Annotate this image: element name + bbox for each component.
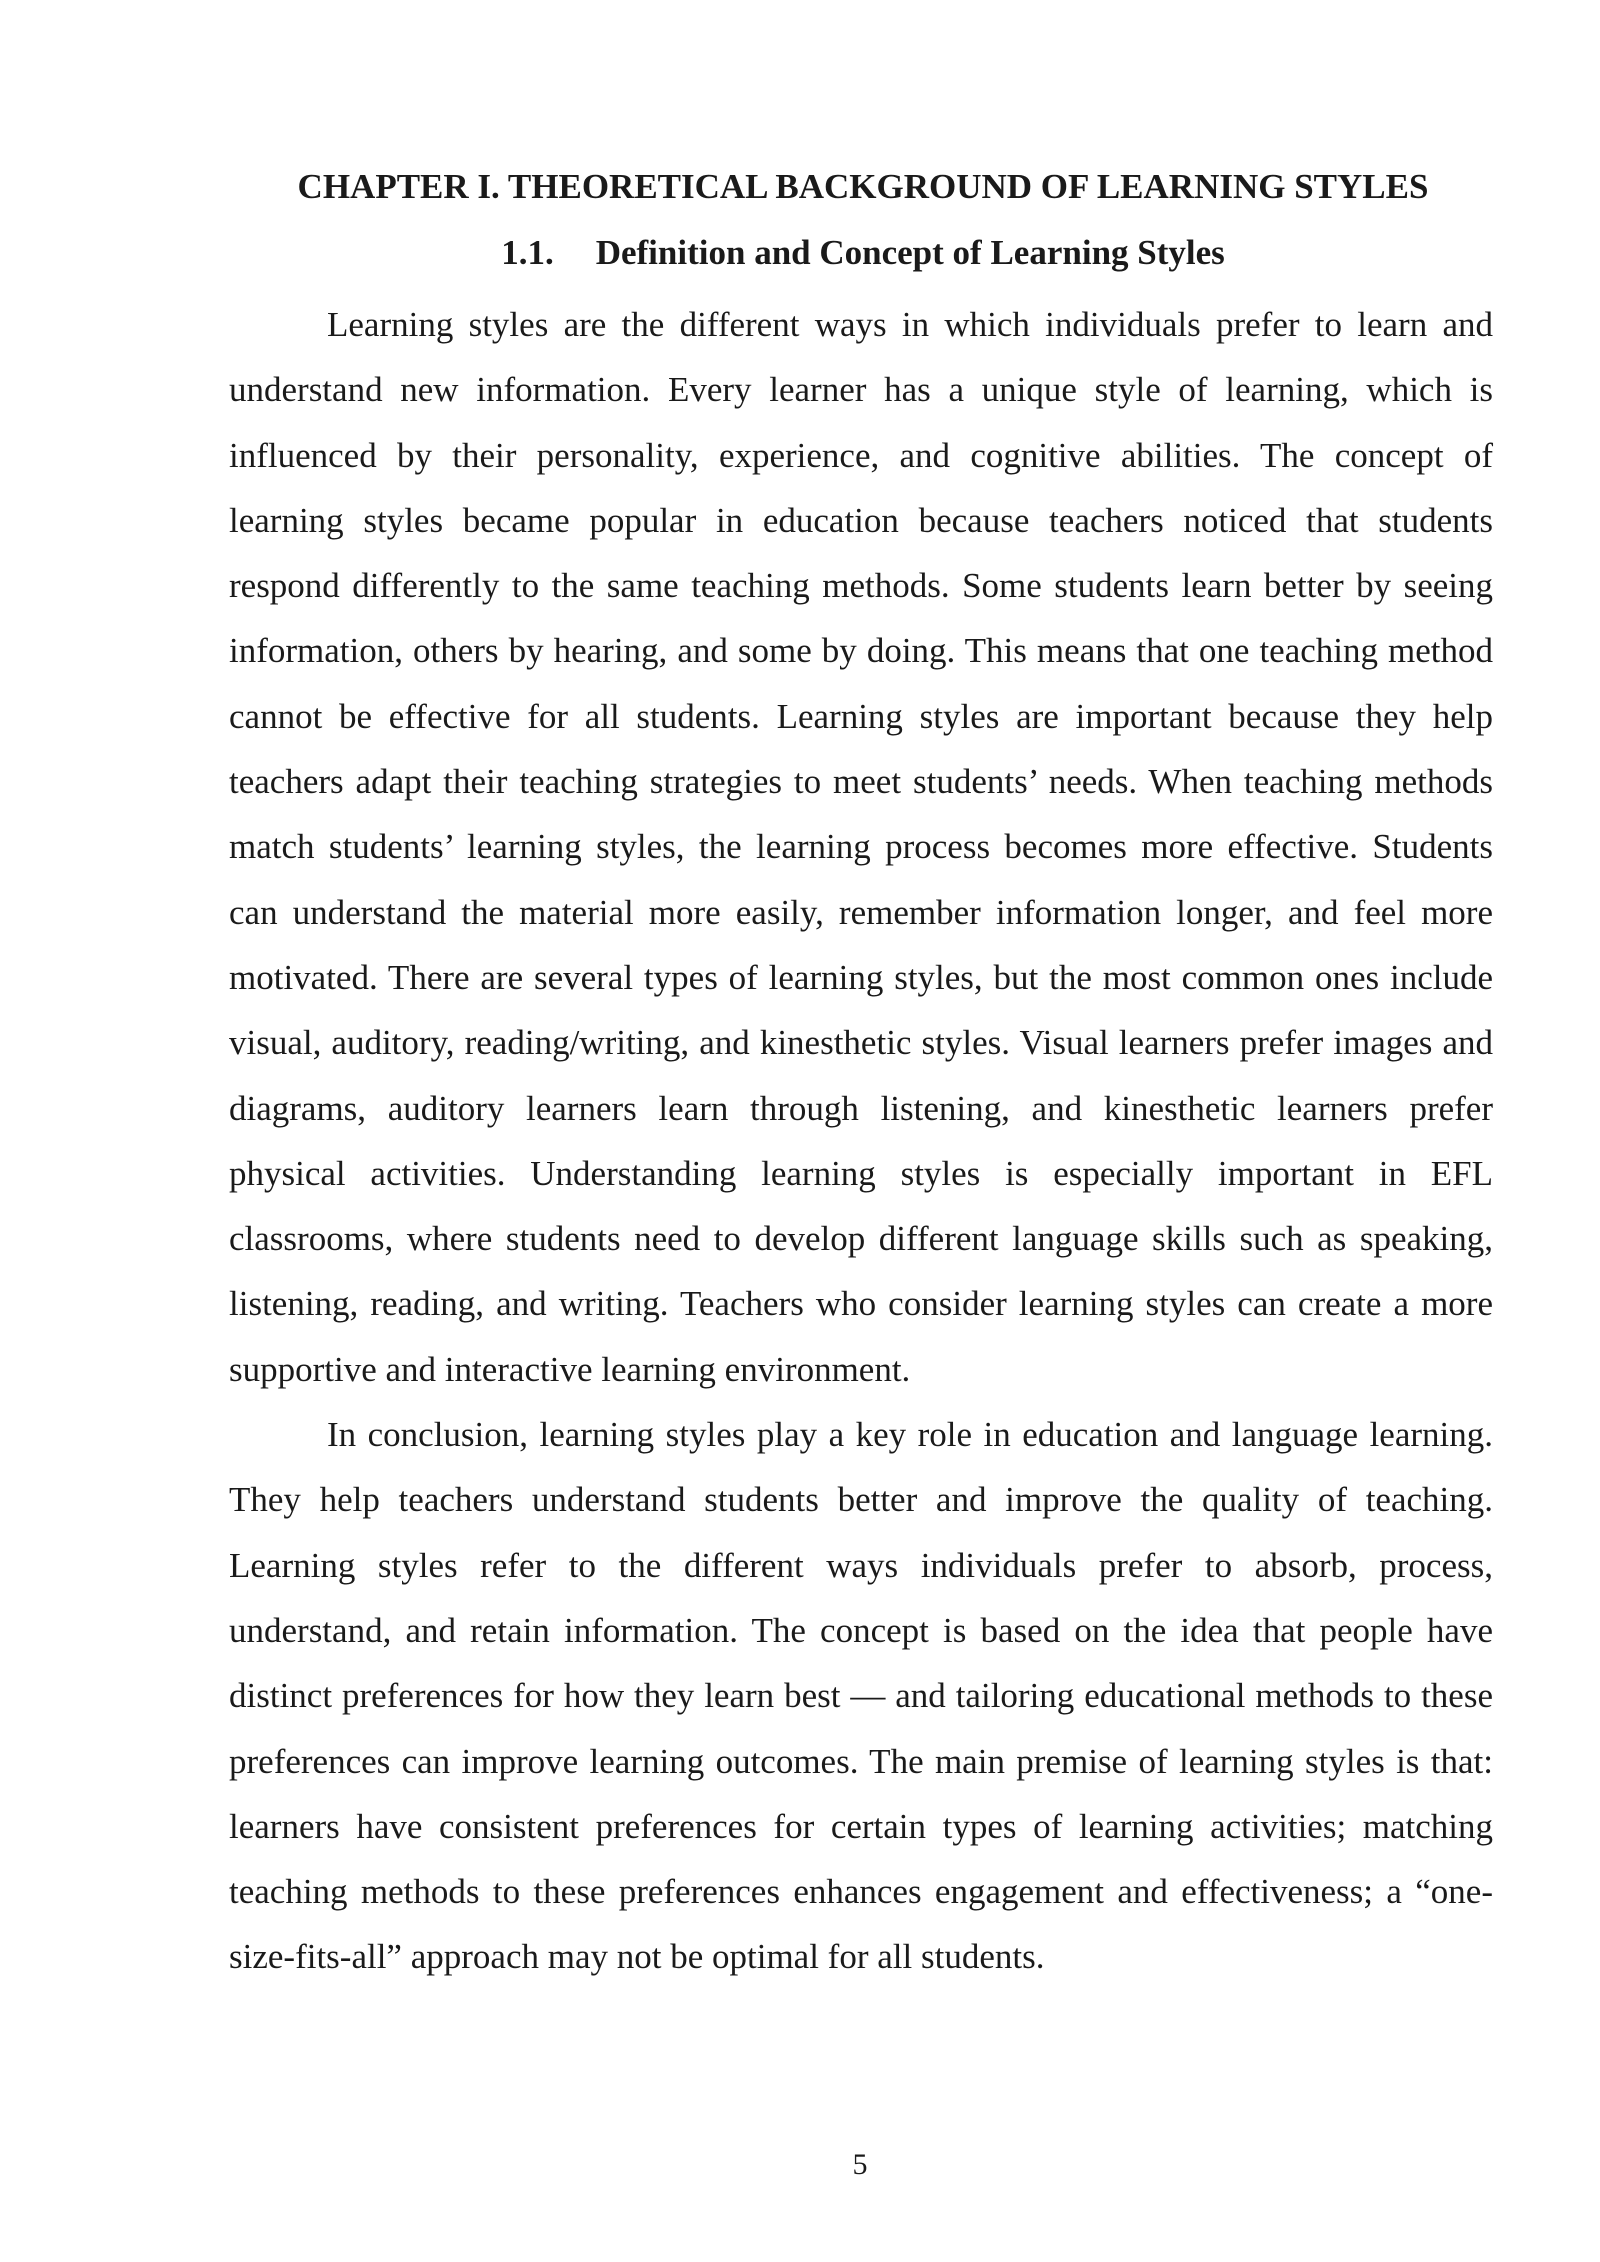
body-text — [229, 292, 1493, 1990]
section-heading — [229, 229, 1497, 277]
section-title: Definition and Concept of Learning Styles — [595, 233, 1225, 272]
chapter-title: CHAPTER I. THEORETICAL BACKGROUND OF LEARNING STYLES — [297, 167, 1429, 206]
paragraph-2: In conclusion, learning styles play a key role in education and language learning. They help teachers understand students better and improve the quality of teaching. Learning styles refer to the different ways individuals prefer to absorb, process, understand, and retain information. The concept is based on the idea that people have distinct preferences for how they learn best — and tailoring educational methods to these preferences can improve learning outcomes. The main premise of learning styles is that: learners have consistent preferences for certain types of learning activities; matching teaching methods to these preferences enhances engagement and effectiveness; a “one-size-fits-all” approach may not be optimal for all students. — [229, 1415, 1493, 1977]
paragraph-1: Learning styles are the different ways in which individuals prefer to learn and understand new information. Every learner has a unique style of learning, which is influenced by their personality, experience, and cognitive abilities. The concept of learning styles became popular in education because teachers noticed that students respond differently to the same teaching methods. Some students learn better by seeing information, others by hearing, and some by doing. This means that one teaching method cannot be effective for all students. Learning styles are important because they help teachers adapt their teaching strategies to meet students’ needs. When teaching methods match students’ learning styles, the learning process becomes more effective. Students can understand the material more easily, remember information longer, and feel more motivated. There are several types of learning styles, but the most common ones include visual, auditory, reading/writing, and kinesthetic styles. Visual learners prefer images and diagrams, auditory learners learn through listening, and kinesthetic learners prefer physical activities. Understanding learning styles is especially important in EFL classrooms, where students need to develop different language skills such as speaking, listening, reading, and writing. Teachers who consider learning styles can create a more supportive and interactive learning environment. — [229, 305, 1493, 1389]
page-number: 5 — [852, 2148, 868, 2181]
section-number: 1.1. — [501, 233, 554, 272]
